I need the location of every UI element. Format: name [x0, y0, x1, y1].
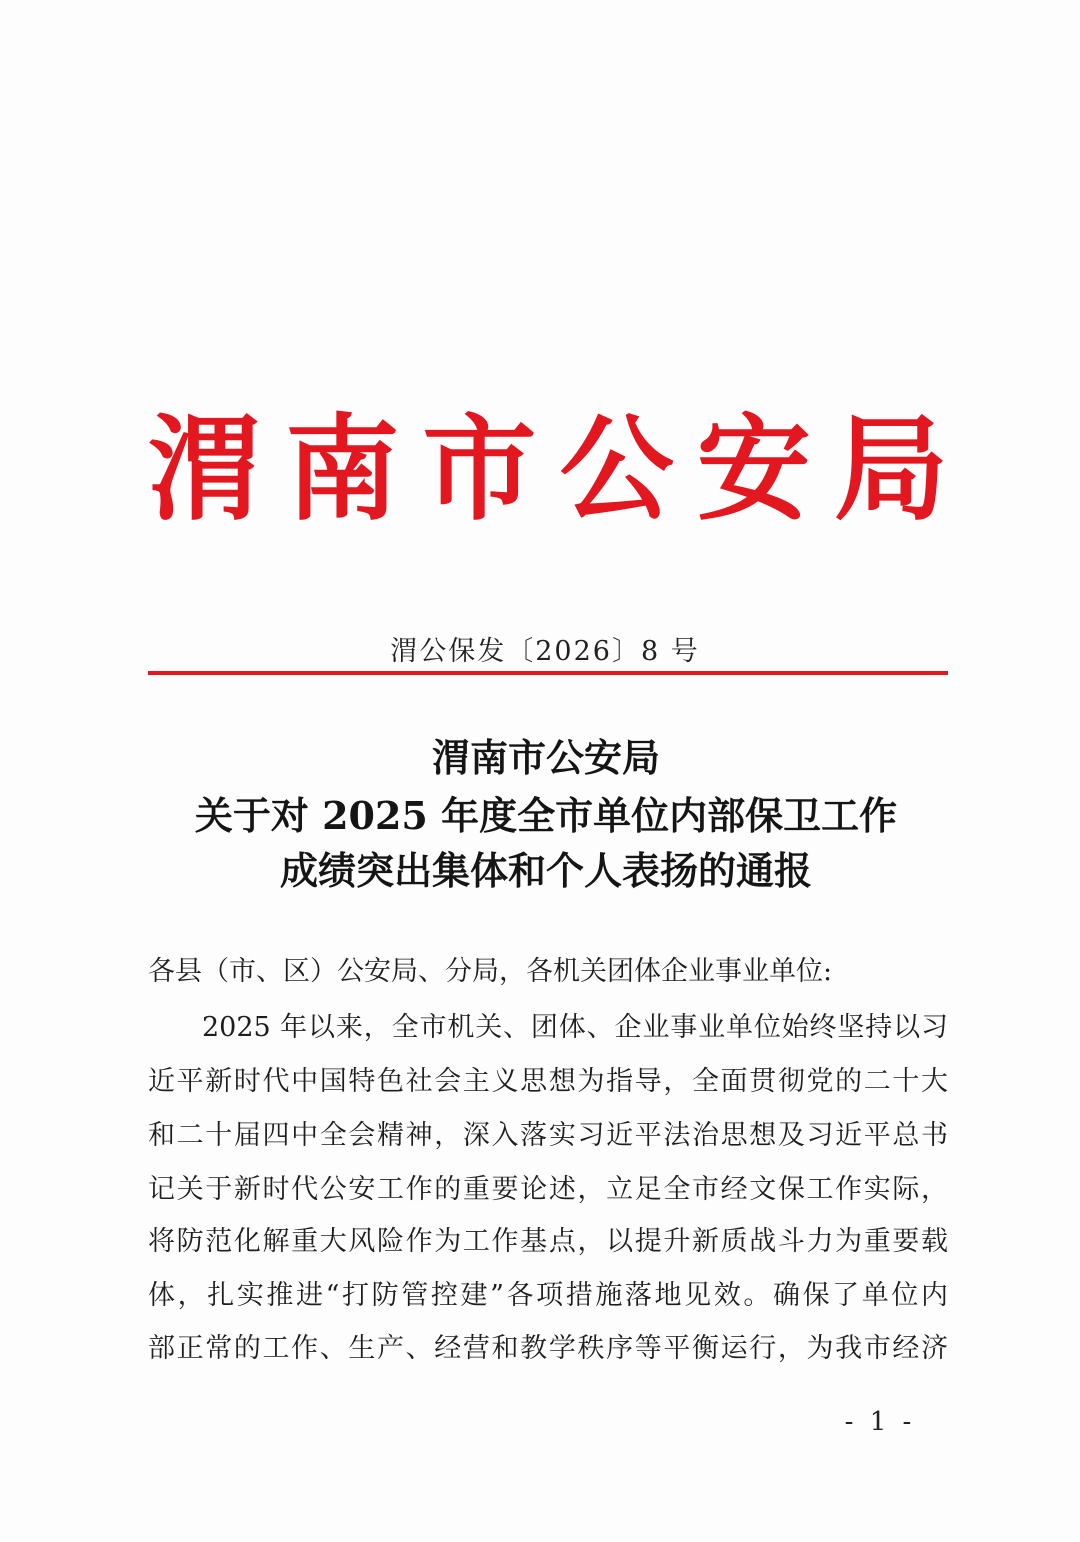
title-line-2: 关于对 2025 年度全市单位内部保卫工作 [194, 793, 898, 838]
body-line: 部正常的工作、生产、经营和教学秩序等平衡运行，为我市经济 [148, 1333, 948, 1364]
body-line: 体，扎实推进“打防管控建”各项措施落地见效。确保了单位内 [148, 1280, 948, 1311]
page-number: - 1 - [844, 1407, 916, 1437]
body-line: 近平新时代中国特色社会主义思想为指导，全面贯彻党的二十大 [148, 1066, 948, 1097]
masthead-char: 公 [559, 403, 674, 536]
body-line: 将防范化解重大风险作为工作基点，以提升新质战斗力为重要载 [148, 1226, 948, 1257]
document-number: 渭公保发〔2026〕8 号 [390, 636, 700, 667]
masthead-char: 安 [696, 403, 811, 536]
masthead-char: 市 [422, 403, 537, 536]
title-line-1: 渭南市公安局 [431, 735, 660, 780]
red-separator-line [148, 671, 948, 675]
body-line: 和二十届四中全会精神，深入落实习近平法治思想及习近平总书 [148, 1120, 948, 1151]
title-line-3: 成绩突出集体和个人表扬的通报 [279, 848, 812, 893]
masthead-char: 南 [285, 403, 400, 536]
body-line: 记关于新时代公安工作的重要论述，立足全市经文保工作实际， [148, 1174, 948, 1205]
masthead-char: 局 [833, 403, 948, 536]
body-line: 2025 年以来，全市机关、团体、企业事业单位始终坚持以习 [202, 1012, 948, 1043]
masthead-red-header [148, 405, 948, 535]
salutation: 各县（市、区）公安局、分局，各机关团体企业事业单位: [148, 956, 833, 987]
masthead-char: 渭 [148, 403, 263, 536]
